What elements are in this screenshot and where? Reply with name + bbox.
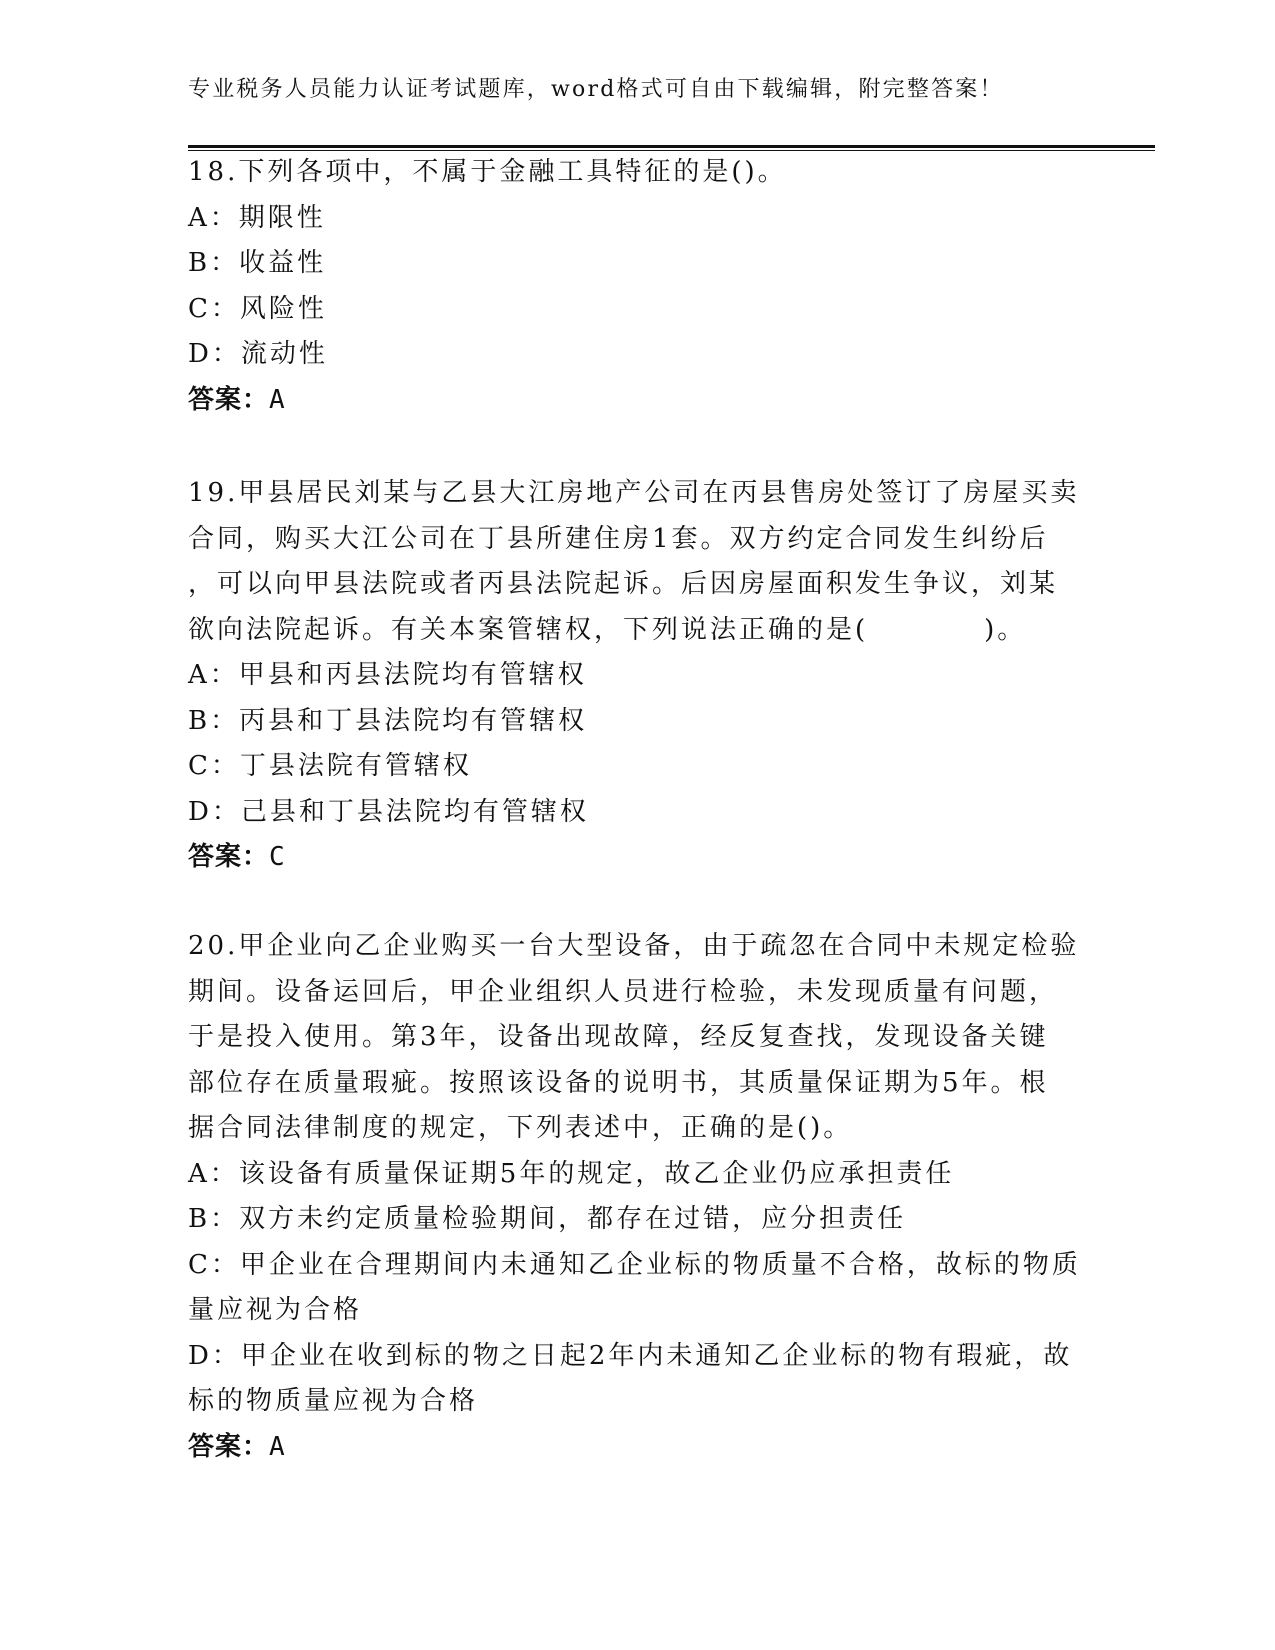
option-d: D：流动性 <box>188 339 328 369</box>
option-a: A：该设备有质量保证期5年的规定，故乙企业仍应承担责任 <box>188 1158 955 1189</box>
option-c: C：甲企业在合理期间内未通知乙企业标的物质量不合格，故标的物质 <box>188 1249 1081 1280</box>
answer-label: 答案： <box>188 1431 270 1462</box>
option-c-continued: 量应视为合格 <box>188 1295 363 1325</box>
question-stem-line: 据合同法律制度的规定，下列表述中，正确的是()。 <box>188 1113 853 1143</box>
option-d: D：甲企业在收到标的物之日起2年内未通知乙企业标的物有瑕疵，故 <box>188 1340 1073 1371</box>
answer-value: A <box>269 384 286 415</box>
answer-value: C <box>269 842 286 872</box>
question-stem-line: 部位存在质量瑕疵。按照该设备的说明书，其质量保证期为5年。根 <box>188 1067 1049 1098</box>
page-header: 专业税务人员能力认证考试题库，word格式可自由下载编辑，附完整答案！ <box>188 77 1004 102</box>
question-18 <box>188 150 1088 423</box>
answer-label: 答案： <box>188 842 270 872</box>
question-19 <box>188 471 1088 881</box>
question-stem-line: 20.甲企业向乙企业购买一台大型设备，由于疏忽在合同中未规定检验 <box>188 931 1080 961</box>
question-stem-line: 合同，购买大江公司在丁县所建住房1套。双方约定合同发生纠纷后 <box>188 523 1049 554</box>
answer-line <box>188 835 1088 881</box>
question-stem-line: 于是投入使用。第3年，设备出现故障，经反复查找，发现设备关键 <box>188 1022 1049 1052</box>
question-stem-line: 期间。设备运回后，甲企业组织人员进行检验，未发现质量有问题， <box>188 976 1059 1007</box>
answer-value: A <box>269 1431 286 1462</box>
question-stem-line: 19.甲县居民刘某与乙县大江房地产公司在丙县售房处签订了房屋买卖 <box>188 478 1080 508</box>
answer-line <box>188 1425 1088 1471</box>
option-b: B：收益性 <box>188 248 327 278</box>
option-b: B：双方未约定质量检验期间，都存在过错，应分担责任 <box>188 1204 907 1234</box>
option-d-continued: 标的物质量应视为合格 <box>188 1386 479 1416</box>
question-stem-line: 18.下列各项中，不属于金融工具特征的是()。 <box>188 157 787 187</box>
question-stem-line: 欲向法院起诉。有关本案管辖权，下列说法正确的是( )。 <box>188 614 1027 645</box>
question-20 <box>188 924 1088 1470</box>
answer-line <box>188 378 1088 424</box>
option-a: A：期限性 <box>188 202 326 233</box>
answer-label: 答案： <box>188 384 270 415</box>
option-c: C：风险性 <box>188 293 327 324</box>
option-d: D：己县和丁县法院均有管辖权 <box>188 796 589 827</box>
option-a: A：甲县和丙县法院均有管辖权 <box>188 660 587 690</box>
option-c: C：丁县法院有管辖权 <box>188 751 472 781</box>
header-rule-thick <box>188 145 1155 148</box>
question-stem-line: ，可以向甲县法院或者丙县法院起诉。后因房屋面积发生争议，刘某 <box>188 569 1059 599</box>
option-b: B：丙县和丁县法院均有管辖权 <box>188 705 588 736</box>
